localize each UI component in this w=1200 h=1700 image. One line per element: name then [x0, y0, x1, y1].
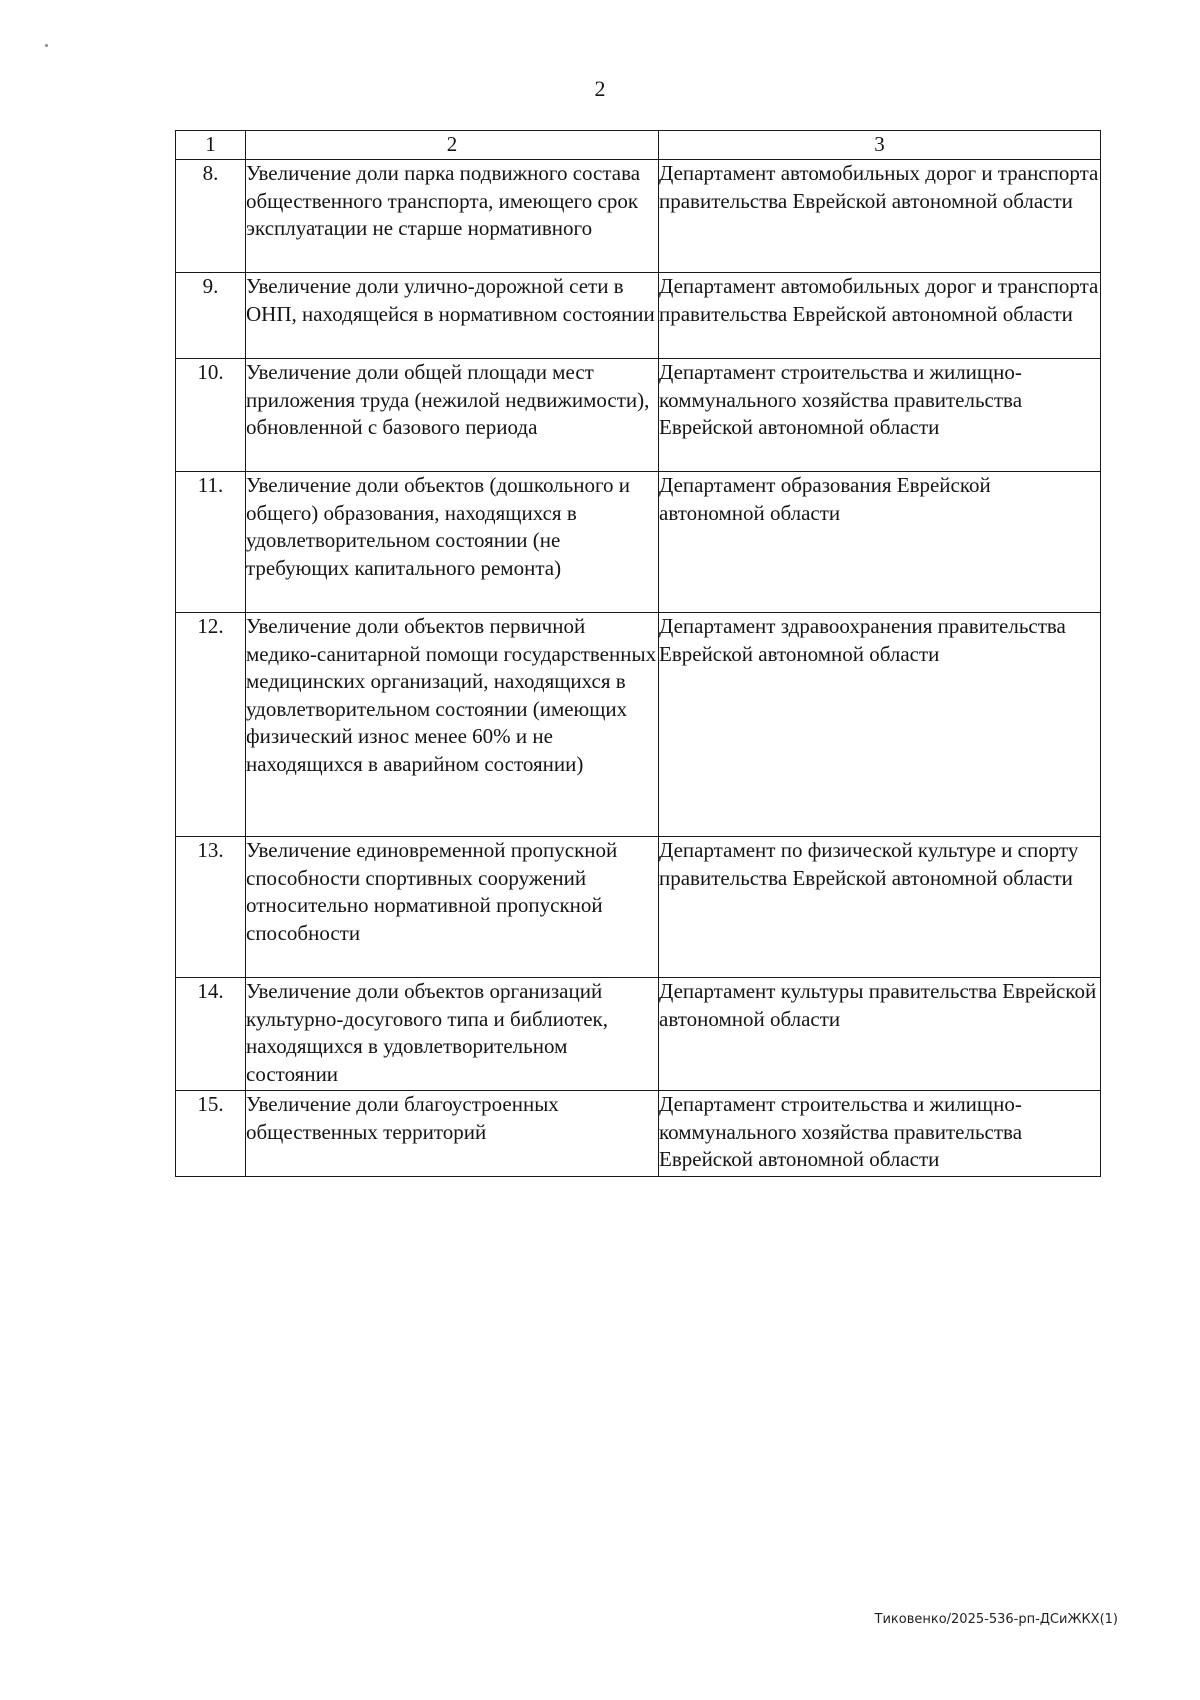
table-row — [176, 273, 1101, 359]
header-cell-department: 3 — [659, 131, 1101, 160]
table-header-row — [176, 131, 1101, 160]
table-row — [176, 472, 1101, 613]
indicator-text: Увеличение доли объектов первичной медико-санитарной помощи государственных медицинских организаций, находящихся в удовлетворительном состоянии (имеющих физический износ менее 60% и не находящихся в аварийном состоянии) — [246, 613, 659, 837]
indicator-text: Увеличение доли общей площади мест приложения труда (нежилой недвижимости), обновленной с базового периода — [246, 359, 659, 472]
indicator-text: Увеличение доли благоустроенных общественных территорий — [246, 1091, 659, 1177]
scan-artifact-dot — [45, 44, 48, 47]
table-row — [176, 978, 1101, 1091]
table-row — [176, 837, 1101, 978]
table-row — [176, 160, 1101, 273]
indicator-text: Увеличение доли парка подвижного состава общественного транспорта, имеющего срок эксплуатации не старше нормативного — [246, 160, 659, 273]
department-text: Департамент строительства и жилищно-коммунального хозяйства правительства Еврейской автономной области — [659, 1091, 1101, 1177]
page-number: 2 — [594, 76, 606, 101]
department-text: Департамент по физической культуре и спорту правительства Еврейской автономной области — [659, 837, 1101, 978]
row-number: 8. — [176, 160, 246, 273]
row-number: 11. — [176, 472, 246, 613]
row-number: 13. — [176, 837, 246, 978]
row-number: 10. — [176, 359, 246, 472]
row-number: 12. — [176, 613, 246, 837]
row-number: 14. — [176, 978, 246, 1091]
department-text: Департамент строительства и жилищно-коммунального хозяйства правительства Еврейской автономной области — [659, 359, 1101, 472]
table-row — [176, 359, 1101, 472]
indicator-text: Увеличение единовременной пропускной способности спортивных сооружений относительно нормативной пропускной способности — [246, 837, 659, 978]
department-text: Департамент здравоохранения правительства Еврейской автономной области — [659, 613, 1101, 837]
indicator-text: Увеличение доли объектов организаций культурно-досугового типа и библиотек, находящихся в удовлетворительном состоянии — [246, 978, 659, 1091]
indicators-table — [175, 130, 1101, 1177]
table-row — [176, 1091, 1101, 1177]
row-number: 15. — [176, 1091, 246, 1177]
header-cell-number: 1 — [176, 131, 246, 160]
document-id: Тиковенко/2025-536-рп-ДСиЖКХ(1) — [874, 1612, 1118, 1627]
department-text: Департамент культуры правительства Еврейской автономной области — [659, 978, 1101, 1091]
row-number: 9. — [176, 273, 246, 359]
indicator-text: Увеличение доли улично-дорожной сети в ОНП, находящейся в нормативном состоянии — [246, 273, 659, 359]
department-text: Департамент образования Еврейской автономной области — [659, 472, 1101, 613]
header-cell-indicator: 2 — [246, 131, 659, 160]
indicator-text: Увеличение доли объектов (дошкольного и общего) образования, находящихся в удовлетворительном состоянии (не требующих капитального ремонта) — [246, 472, 659, 613]
table-row — [176, 613, 1101, 837]
department-text: Департамент автомобильных дорог и транспорта правительства Еврейской автономной области — [659, 273, 1101, 359]
department-text: Департамент автомобильных дорог и транспорта правительства Еврейской автономной области — [659, 160, 1101, 273]
